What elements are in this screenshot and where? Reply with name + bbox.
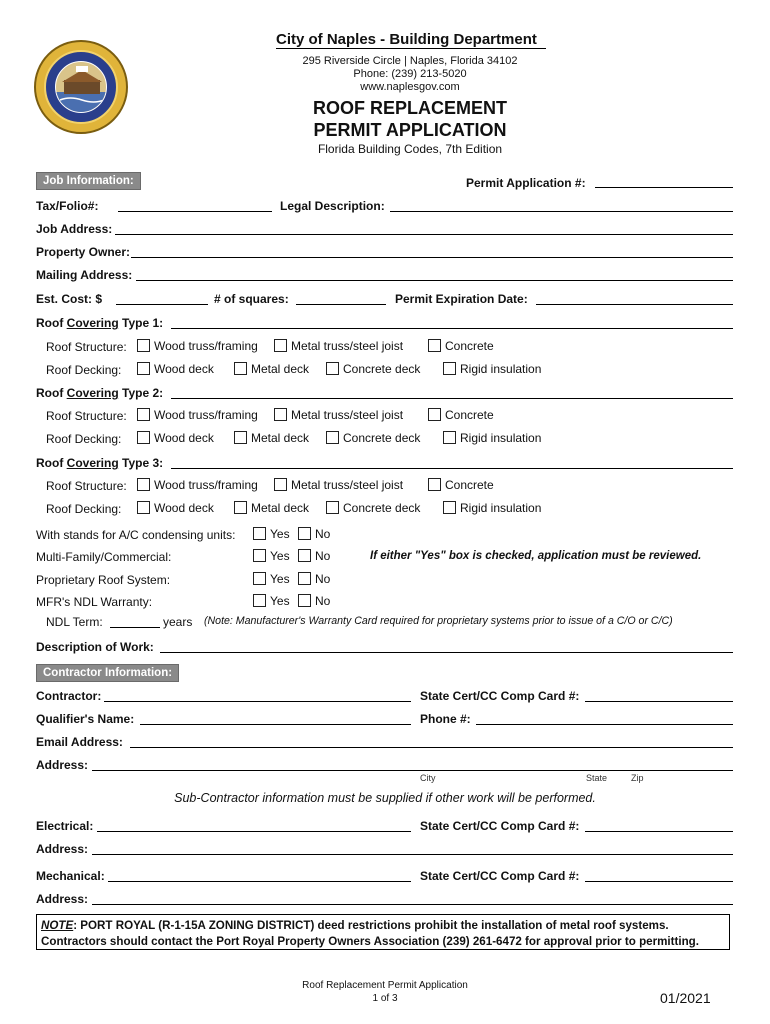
roof-decking-label: Roof Decking: [46,363,122,377]
decking3-concrete-checkbox[interactable]: Concrete deck [326,501,420,515]
checkbox-icon[interactable] [326,362,339,375]
checkbox-icon[interactable] [137,408,150,421]
checkbox-icon[interactable] [428,478,441,491]
expiration-date-field[interactable] [536,304,733,305]
contractor-state-cert-field[interactable] [585,701,733,702]
checkbox-icon[interactable] [298,572,311,585]
mailing-address-field[interactable] [136,280,733,281]
header-underline [276,48,546,49]
proprietary-no-checkbox[interactable]: No [298,572,330,586]
decking3-metal-checkbox[interactable]: Metal deck [234,501,309,515]
contractor-label: Contractor: [36,689,102,703]
department-website: www.naplesgov.com [360,81,460,93]
electrical-address-label: Address: [36,842,89,856]
checkbox-icon[interactable] [137,431,150,444]
ndl-term-field[interactable] [110,627,160,628]
roof-covering-type1-field[interactable] [171,328,733,329]
page-number: 1 of 3 [372,993,398,1004]
roof-covering-type2-field[interactable] [171,398,733,399]
legal-description-label: Legal Description: [280,199,385,213]
structure1-metal-checkbox[interactable]: Metal truss/steel joist [274,339,403,353]
ac-stands-label: With stands for A/C condensing units: [36,528,236,542]
decking1-metal-checkbox[interactable]: Metal deck [234,362,309,376]
multi-yes-checkbox[interactable]: Yes [253,549,290,563]
years-label: years [163,615,193,629]
checkbox-icon[interactable] [274,408,287,421]
state-caption: State [586,773,608,783]
contractor-address-label: Address: [36,758,89,772]
permit-application-label: Permit Application #: [466,176,586,190]
department-address: 295 Riverside Circle | Naples, Florida 34102 [302,55,518,67]
city-seal-logo [34,40,128,134]
multi-family-label: Multi-Family/Commercial: [36,550,172,564]
checkbox-icon[interactable] [253,594,266,607]
checkbox-icon[interactable] [253,527,266,540]
legal-description-field[interactable] [390,211,733,212]
decking3-rigid-checkbox[interactable]: Rigid insulation [443,501,541,515]
checkbox-icon[interactable] [137,501,150,514]
footer [260,979,510,1005]
mechanical-address-label: Address: [36,892,89,906]
roof-covering-type3-label: Roof Covering Type 3: [36,456,164,470]
checkbox-icon[interactable] [443,362,456,375]
decking2-metal-checkbox[interactable]: Metal deck [234,431,309,445]
mechanical-state-cert-label: State Cert/CC Comp Card #: [420,869,580,883]
contractor-field[interactable] [104,701,411,702]
proprietary-label: Proprietary Roof System: [36,573,171,587]
mfr-yes-checkbox[interactable]: Yes [253,594,290,608]
structure1-concrete-checkbox[interactable]: Concrete [428,339,494,353]
est-cost-field[interactable] [116,304,208,305]
roof-covering-type2-label: Roof Covering Type 2: [36,386,164,400]
checkbox-icon[interactable] [326,501,339,514]
est-cost-label: Est. Cost: $ [36,292,103,306]
roof-decking-label: Roof Decking: [46,502,122,516]
warranty-note: (Note: Manufacturer's Warranty Card required for proprietary systems prior to issue of a C/O or C/C) [204,615,673,627]
port-royal-note: NOTE: PORT ROYAL (R-1-15A ZONING DISTRICT) deed restrictions prohibit the installation of metal roof systems. Contractors should contact the Port Royal Property Owners Association (239) 261-6472 for approval prior to permitting. [36,914,730,950]
checkbox-icon[interactable] [137,362,150,375]
description-of-work-label: Description of Work: [36,640,154,654]
structure1-wood-checkbox[interactable]: Wood truss/framing [137,339,258,353]
checkbox-icon[interactable] [137,339,150,352]
checkbox-icon[interactable] [253,572,266,585]
decking1-concrete-checkbox[interactable]: Concrete deck [326,362,420,376]
department-phone: Phone: (239) 213-5020 [353,68,467,80]
section-contractor-information: Contractor Information: [36,664,179,682]
phone-label: Phone #: [420,712,471,726]
mechanical-state-cert-field[interactable] [585,881,733,882]
electrical-address-field[interactable] [92,854,733,855]
mfr-no-checkbox[interactable]: No [298,594,330,608]
checkbox-icon[interactable] [298,594,311,607]
checkbox-icon[interactable] [298,549,311,562]
checkbox-icon[interactable] [274,478,287,491]
phone-field[interactable] [476,724,733,725]
description-of-work-field[interactable] [160,652,733,653]
checkbox-icon[interactable] [428,339,441,352]
contractor-state-cert-label: State Cert/CC Comp Card #: [420,689,580,703]
roof-structure-label: Roof Structure: [46,409,127,423]
structure2-concrete-checkbox[interactable]: Concrete [428,408,494,422]
electrical-state-cert-label: State Cert/CC Comp Card #: [420,819,580,833]
qualifier-name-label: Qualifier's Name: [36,712,135,726]
contractor-address-field[interactable] [92,770,733,771]
checkbox-icon[interactable] [326,431,339,444]
electrical-field[interactable] [97,831,411,832]
mailing-address-label: Mailing Address: [36,268,133,282]
decking2-rigid-checkbox[interactable]: Rigid insulation [443,431,541,445]
email-address-field[interactable] [130,747,733,748]
decking2-concrete-checkbox[interactable]: Concrete deck [326,431,420,445]
structure2-wood-checkbox[interactable]: Wood truss/framing [137,408,258,422]
zip-caption: Zip [631,773,644,783]
checkbox-icon[interactable] [234,362,247,375]
electrical-label: Electrical: [36,819,94,833]
checkbox-icon[interactable] [298,527,311,540]
proprietary-yes-checkbox[interactable]: Yes [253,572,290,586]
mechanical-field[interactable] [108,881,411,882]
decking1-rigid-checkbox[interactable]: Rigid insulation [443,362,541,376]
qualifier-name-field[interactable] [140,724,411,725]
decking1-wood-checkbox[interactable]: Wood deck [137,362,214,376]
structure3-wood-checkbox[interactable]: Wood truss/framing [137,478,258,492]
form-title-line2: PERMIT APPLICATION [313,120,507,140]
checkbox-icon[interactable] [443,501,456,514]
form-title [260,97,560,141]
job-address-field[interactable] [115,234,733,235]
roof-structure-label: Roof Structure: [46,340,127,354]
structure2-metal-checkbox[interactable]: Metal truss/steel joist [274,408,403,422]
squares-field[interactable] [296,304,386,305]
ac-yes-checkbox[interactable]: Yes [253,527,290,541]
checkbox-icon[interactable] [428,408,441,421]
decking2-wood-checkbox[interactable]: Wood deck [137,431,214,445]
checkbox-icon[interactable] [137,478,150,491]
checkbox-icon[interactable] [234,431,247,444]
subcontractor-note: Sub-Contractor information must be supplied if other work will be performed. [174,791,596,805]
email-address-label: Email Address: [36,735,123,749]
checkbox-icon[interactable] [253,549,266,562]
tax-folio-field[interactable] [118,211,272,212]
ac-no-checkbox[interactable]: No [298,527,330,541]
decking3-wood-checkbox[interactable]: Wood deck [137,501,214,515]
checkbox-icon[interactable] [443,431,456,444]
review-note: If either "Yes" box is checked, application must be reviewed. [370,550,702,562]
mechanical-label: Mechanical: [36,869,105,883]
department-name: City of Naples - Building Department [276,31,537,48]
department-contact [270,55,550,94]
electrical-state-cert-field[interactable] [585,831,733,832]
form-subtitle: Florida Building Codes, 7th Edition [317,142,503,156]
permit-application-field[interactable] [595,187,733,188]
property-owner-label: Property Owner: [36,245,131,259]
ndl-term-label: NDL Term: [46,615,103,629]
roof-covering-type3-field[interactable] [171,468,733,469]
checkbox-icon[interactable] [274,339,287,352]
multi-no-checkbox[interactable]: No [298,549,330,563]
footer-title: Roof Replacement Permit Application [302,980,468,991]
section-job-information: Job Information: [36,172,141,190]
roof-covering-type1-label: Roof Covering Type 1: [36,316,164,330]
roof-decking-label: Roof Decking: [46,432,122,446]
squares-label: # of squares: [214,292,289,306]
property-owner-field[interactable] [131,257,733,258]
structure3-concrete-checkbox[interactable]: Concrete [428,478,494,492]
form-title-line1: ROOF REPLACEMENT [312,98,507,118]
roof-structure-label: Roof Structure: [46,479,127,493]
tax-folio-label: Tax/Folio#: [36,199,99,213]
job-address-label: Job Address: [36,222,113,236]
expiration-date-label: Permit Expiration Date: [395,292,528,306]
structure3-metal-checkbox[interactable]: Metal truss/steel joist [274,478,403,492]
form-date: 01/2021 [660,990,711,1006]
mfr-warranty-label: MFR's NDL Warranty: [36,595,153,609]
mechanical-address-field[interactable] [92,904,733,905]
city-caption: City [420,773,436,783]
checkbox-icon[interactable] [234,501,247,514]
